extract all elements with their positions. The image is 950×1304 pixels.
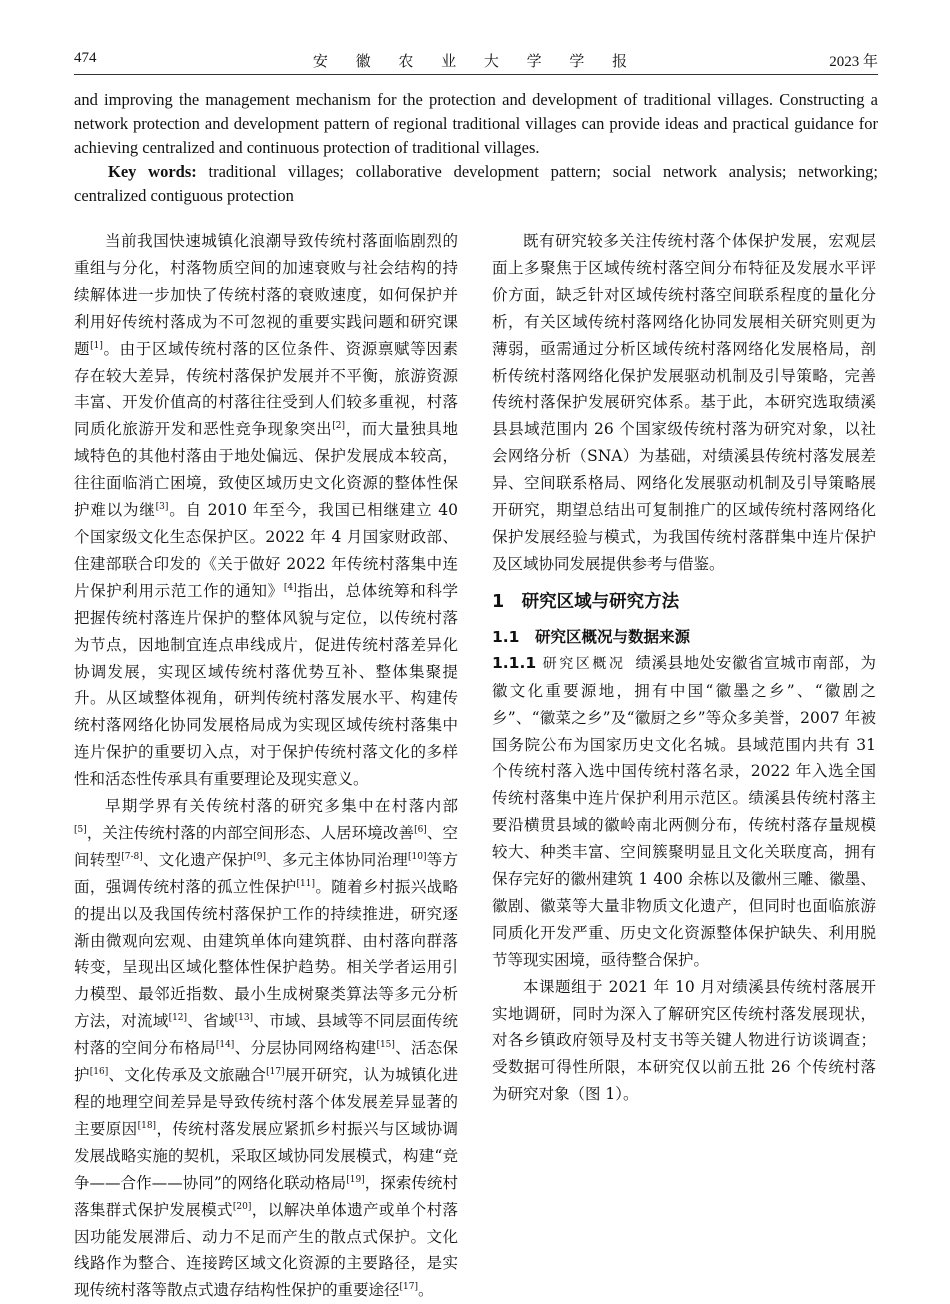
citation: [17] [266, 1066, 285, 1077]
citation: [16] [89, 1066, 109, 1077]
citation: [1] [90, 340, 103, 351]
section-heading: 1 研究区域与研究方法 [492, 591, 680, 612]
english-abstract [74, 88, 878, 208]
citation: [12] [168, 1013, 188, 1024]
page-number: 474 [74, 50, 97, 66]
citation: [20] [232, 1201, 252, 1212]
paragraph-data-source: 本课题组于 2021 年 10 月对绩溪县传统村落展开实地调研，同时为深入了解研究区传统村落发展现状，对各乡镇政府领导及村支书等关键人物进行访谈调查；受数据可得性所限，本研究仅以前五批 26 个传统村落为研究对象（图 1）。 [492, 977, 876, 1104]
citation: [5] [74, 824, 87, 835]
keywords-line [74, 160, 878, 208]
paragraph-gap: 既有研究较多关注传统村落个体保护发展，宏观层面上多聚焦于区域传统村落空间分布特征及发展水平评价方面，缺乏针对区域传统村落空间联系程度的量化分析，有关区域传统村落网络化协同发展相关研究则更为薄弱，亟需通过分析区域传统村落网络化发展格局，剖析传统村落网络化保护发展驱动机制及引导策略，完善传统村落保护发展研究体系。基于此，本研究选取绩溪县县域范围内 26 个国家级传统村落为研究对象，以社会网络分析（SNA）为基础，对绩溪县传统村落发展差异、空间联系格局、网络化发展驱动机制及引导策略展开研究，期望总结出可复制推广的区域传统村落网络化保护发展经验与模式，为我国传统村落群集中连片保护及区域协同发展提供参考与借鉴。 [492, 232, 876, 573]
publication-year: 2023 年 [829, 54, 878, 70]
journal-title: 安 徽 农 业 大 学 学 报 [312, 54, 640, 70]
citation: [19] [346, 1174, 365, 1185]
left-column [74, 228, 458, 1304]
citation: [17] [399, 1282, 418, 1293]
citation: [2] [332, 421, 345, 432]
paragraph-intro: 当前我国快速城镇化浪潮导致传统村落面临剧烈的重组与分化，村落物质空间的加速衰败与社会结构的持续解体进一步加快了传统村落的衰败速度，如何保护并利用好传统村落成为不可忽视的重要实践问题和研究课题[1]。由于区域传统村落的区位条件、资源禀赋等因素存在较大差异，传统村落保护发展并不平衡，旅游资源丰富、开发价值高的村落往往受到人们较多重视，村落同质化旅游开发和恶性竞争现象突出[2]，而大量独具地域特色的其他村落由于地处偏远、保护发展成本较高，往往面临消亡困境，致使区域历史文化资源的整体性保护难以为继[3]。自 2010 年至今，我国已相继建立 40 个国家级文化生态保护区。2022 年 4 月国家财政部、住建部联合印发的《关于做好 2022 年传统村落集中连片保护利用示范工作的通知》[4]指出，总体统筹和科学把握传统村落连片保护的整体风貌与定位，以传统村落为节点，因地制宜连点串线成片，促进传统村落差异化协调发展，实现区域传统村落优势互补、整体集聚提升。从区域整体视角，研判传统村落发展水平、构建传统村落网络化协同发展格局成为实现区域传统村落集中连片保护的重要切入点，对于保护传统村落文化的多样性和活态性传承具有重要理论及现实意义。 [74, 232, 458, 789]
keywords-label: Key words: [108, 162, 197, 181]
citation: [14] [215, 1040, 235, 1051]
citation: [3] [155, 501, 169, 512]
subsubsection-number: 1.1.1 [492, 653, 537, 672]
right-column [492, 228, 876, 1108]
citation: [7-8] [121, 851, 143, 862]
citation: [18] [137, 1120, 157, 1131]
citation: [10] [407, 851, 427, 862]
abstract-tail: and improving the management mechanism for the protection and development of traditional villages. Constructing a network protection and development pattern of regional traditional villages can provide ideas and practical guidance for achieving centralized and continuous protection of traditional villages. [74, 90, 878, 157]
running-header [74, 46, 878, 75]
subsubsection-title: 研究区概况 [542, 655, 626, 672]
citation: [9] [253, 851, 266, 862]
citation: [6] [414, 824, 427, 835]
citation: [15] [376, 1040, 395, 1051]
citation: [4] [283, 582, 297, 593]
citation: [13] [234, 1013, 254, 1024]
paragraph-study-area: 1.1.1 研究区概况 绩溪县地处安徽省宣城市南部，为徽文化重要源地，拥有中国“徽墨之乡”、“徽剧之乡”、“徽菜之乡”及“徽厨之乡”等众多美誉，2007 年被国务院公布为国家历史文化名城。县域范围内共有 31 个传统村落入选中国传统村落名录，2022 年入选全国传统村落集中连片保护利用示范区。绩溪县传统村落主要沿横贯县域的徽岭南北两侧分布，传统村落存量规模较大、种类丰富、空间簇聚明显且文化关联度高，拥有保存完好的徽州建筑 1 400 余栋以及徽州三雕、徽墨、徽剧、徽菜等大量非物质文化遗产，但同时也面临旅游同质化开发严重、历史文化资源整体保护缺失、利用脱节等现实困境，亟待整合保护。 [492, 653, 876, 969]
paragraph-literature: 早期学界有关传统村落的研究多集中在村落内部[5]，关注传统村落的内部空间形态、人居环境改善[6]、空间转型[7-8]、文化遗产保护[9]、多元主体协同治理[10]等方面，强调传统村落的孤立性保护[11]。随着乡村振兴战略的提出以及我国传统村落保护工作的持续推进，研究逐渐由微观向宏观、由建筑单体向建筑群、由村落向群落转变，呈现出区域化整体性保护趋势。相关学者运用引力模型、最邻近指数、最小生成树聚类算法等多元分析方法，对流域[12]、省域[13]、市域、县域等不同层面传统村落的空间分布格局[14]、分层协同网络构建[15]、活态保护[16]、文化传承及文旅融合[17]展开研究，认为城镇化进程的地理空间差异是导致传统村落个体发展差异显著的主要原因[18]，传统村落发展应紧抓乡村振兴与区域协调发展战略实施的契机，采取区域协同发展模式，构建“竞争——合作——协同”的网络化联动格局[19]，探索传统村落集群式保护发展模式[20]，以解决单体遗产或单个村落因功能发展滞后、动力不足而产生的散点式保护。文化线路作为整合、连接跨区域文化资源的主要路径，是实现传统村落等散点式遗存结构性保护的重要途径[17]。 [74, 797, 458, 1300]
keywords-text: traditional villages; collaborative development pattern; social network analysis; networking; centralized contiguous protection [74, 162, 878, 205]
citation: [11] [296, 878, 315, 889]
subsection-heading: 1.1 研究区概况与数据来源 [492, 627, 690, 646]
